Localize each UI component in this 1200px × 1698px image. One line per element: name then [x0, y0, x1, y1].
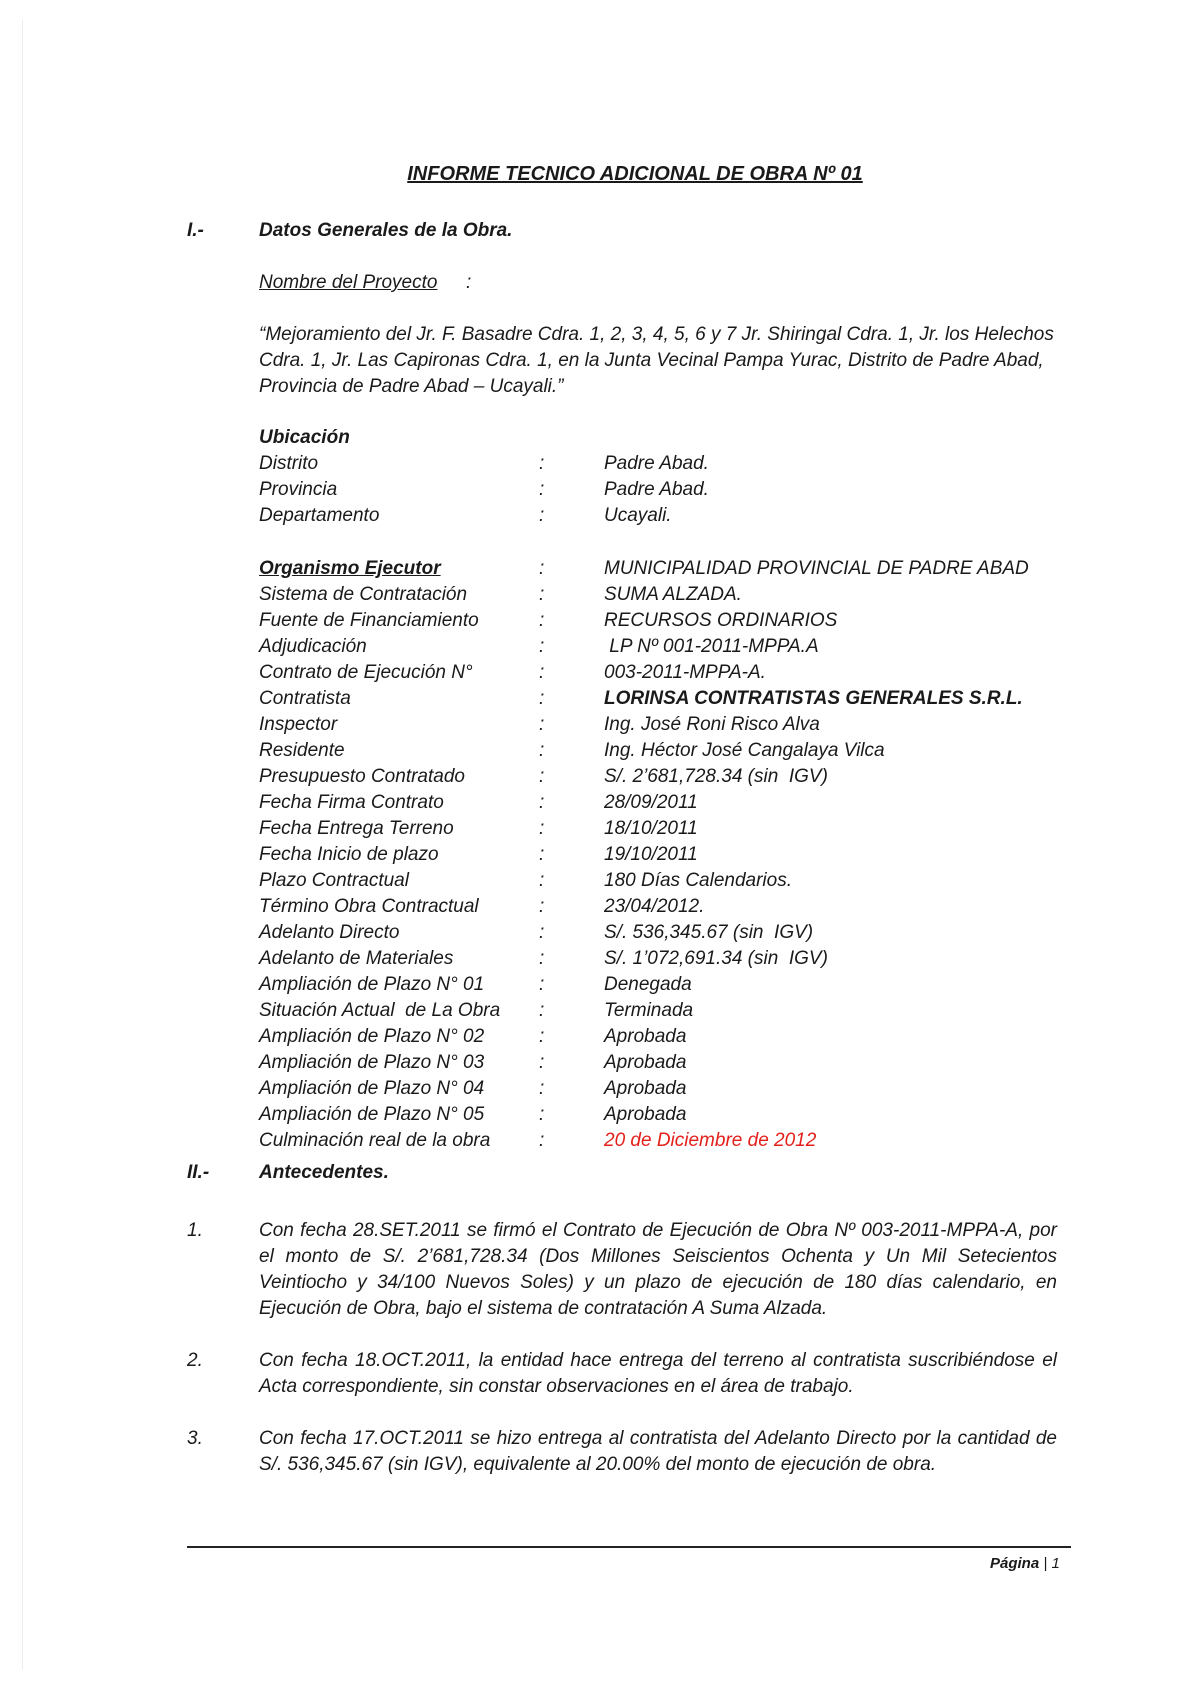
antecedent-text: Con fecha 28.SET.2011 se firmó el Contrato de Ejecución de Obra Nº 003-2011-MPPA-A, por el monto de S/. 2’681,728.34 (Dos Millones Seiscientos Ochenta y Un Mil Setecientos Veintiocho y 34/100 Nuevos Soles) y un plazo de ejecución de 180 días calendario, en Ejecución de Obra, bajo el sistema de contratación A Suma Alzada.	[259, 1220, 1057, 1319]
footer-page-label: Página	[990, 1555, 1040, 1572]
row-colon: :	[539, 584, 545, 605]
row-label: Provincia	[259, 479, 338, 500]
row-label: Ampliación de Plazo N° 02	[259, 1026, 485, 1047]
antecedent-text: Con fecha 18.OCT.2011, la entidad hace entrega del terreno al contratista suscribiéndose el Acta correspondiente, sin constar observaciones en el área de trabajo.	[259, 1350, 1057, 1397]
footer-page-number: 1	[1051, 1555, 1060, 1572]
project-label: Nombre del Proyecto	[259, 272, 438, 293]
row-value: MUNICIPALIDAD PROVINCIAL DE PADRE ABAD	[604, 558, 1029, 579]
row-colon: :	[539, 740, 545, 761]
completion-date-value: 20 de Diciembre de 2012	[604, 1130, 817, 1151]
row-value: 180 Días Calendarios.	[604, 870, 792, 891]
row-label: Residente	[259, 740, 345, 761]
row-colon: :	[539, 1052, 545, 1073]
antecedent-text: Con fecha 17.OCT.2011 se hizo entrega al contratista del Adelanto Directo por la cantidad de S/. 536,345.67 (sin IGV), equivalente al 20.00% del monto de ejecución de obra.	[259, 1428, 1057, 1475]
row-value: Terminada	[604, 1000, 694, 1021]
row-label: Adjudicación	[259, 636, 367, 657]
row-value: LP Nº 001-2011-MPPA.A	[604, 636, 819, 657]
row-value: 003-2011-MPPA-A.	[604, 662, 766, 683]
row-label: Adelanto de Materiales	[259, 948, 454, 969]
row-value: Ing. José Roni Risco Alva	[604, 714, 820, 735]
row-value: LORINSA CONTRATISTAS GENERALES S.R.L.	[604, 688, 1023, 709]
page-edge-line	[22, 20, 23, 1670]
row-colon: :	[539, 922, 545, 943]
row-value: S/. 1’072,691.34 (sin IGV)	[604, 948, 828, 969]
row-colon: :	[539, 1000, 545, 1021]
row-colon: :	[539, 505, 545, 526]
row-value: Aprobada	[604, 1026, 687, 1047]
antecedent-number: 2.	[187, 1350, 203, 1371]
row-label: Contratista	[259, 688, 351, 709]
row-label: Fecha Firma Contrato	[259, 792, 444, 813]
row-value: Aprobada	[604, 1078, 687, 1099]
row-value: Padre Abad.	[604, 479, 709, 500]
row-label: Sistema de Contratación	[259, 584, 468, 605]
row-label: Ampliación de Plazo N° 04	[259, 1078, 485, 1099]
footer-separator: |	[1043, 1555, 1048, 1572]
project-colon: :	[466, 272, 472, 293]
section1-heading: Datos Generales de la Obra.	[259, 220, 513, 241]
row-value: S/. 536,345.67 (sin IGV)	[604, 922, 814, 943]
row-value: Denegada	[604, 974, 692, 995]
row-value: Padre Abad.	[604, 453, 709, 474]
row-colon: :	[539, 870, 545, 891]
row-label: Contrato de Ejecución N°	[259, 662, 473, 683]
row-label: Plazo Contractual	[259, 870, 409, 891]
row-label: Fuente de Financiamiento	[259, 610, 479, 631]
row-value: 19/10/2011	[604, 844, 698, 865]
row-colon: :	[539, 766, 545, 787]
row-colon: :	[539, 453, 545, 474]
row-label: Ampliación de Plazo N° 03	[259, 1052, 485, 1073]
row-colon: :	[539, 714, 545, 735]
row-label: Distrito	[259, 453, 319, 474]
row-value: RECURSOS ORDINARIOS	[604, 610, 838, 631]
row-colon: :	[539, 974, 545, 995]
row-value: 18/10/2011	[604, 818, 698, 839]
footer-rule	[187, 1546, 1071, 1548]
project-name-line-3: Provincia de Padre Abad – Ucayali.”	[259, 376, 564, 397]
row-colon: :	[539, 662, 545, 683]
row-label: Organismo Ejecutor	[259, 558, 441, 579]
section2-number: II.-	[187, 1162, 210, 1183]
section1-number: I.-	[187, 220, 204, 241]
project-name-line-1: “Mejoramiento del Jr. F. Basadre Cdra. 1, 2, 3, 4, 5, 6 y 7 Jr. Shiringal Cdra. 1, Jr. los Helechos	[259, 324, 1054, 345]
section2-heading: Antecedentes.	[259, 1162, 389, 1183]
document-title: INFORME TECNICO ADICIONAL DE OBRA Nº 01	[407, 163, 863, 185]
row-colon: :	[539, 636, 545, 657]
row-colon: :	[539, 896, 545, 917]
row-colon: :	[539, 1026, 545, 1047]
row-label: Inspector	[259, 714, 338, 735]
row-label: Adelanto Directo	[259, 922, 400, 943]
row-colon: :	[539, 558, 545, 579]
project-name-line-2: Cdra. 1, Jr. Las Capironas Cdra. 1, en la Junta Vecinal Pampa Yurac, Distrito de Padre Abad,	[259, 350, 1044, 371]
row-value: Ing. Héctor José Cangalaya Vilca	[604, 740, 885, 761]
row-colon: :	[539, 948, 545, 969]
row-colon: :	[539, 688, 545, 709]
row-value: S/. 2’681,728.34 (sin IGV)	[604, 766, 828, 787]
row-label: Fecha Inicio de plazo	[259, 844, 439, 865]
row-value: Ucayali.	[604, 505, 672, 526]
row-label: Departamento	[259, 505, 380, 526]
row-label: Fecha Entrega Terreno	[259, 818, 454, 839]
row-label: Situación Actual de La Obra	[259, 1000, 501, 1021]
row-value: 23/04/2012.	[604, 896, 705, 917]
row-colon: :	[539, 1130, 545, 1151]
row-colon: :	[539, 610, 545, 631]
location-heading: Ubicación	[259, 427, 350, 448]
row-value: Aprobada	[604, 1104, 687, 1125]
row-label: Ampliación de Plazo N° 05	[259, 1104, 485, 1125]
row-colon: :	[539, 818, 545, 839]
row-label: Culminación real de la obra	[259, 1130, 491, 1151]
antecedent-number: 1.	[187, 1220, 203, 1241]
row-colon: :	[539, 479, 545, 500]
row-value: Aprobada	[604, 1052, 687, 1073]
row-label: Ampliación de Plazo N° 01	[259, 974, 485, 995]
row-value: 28/09/2011	[604, 792, 698, 813]
row-colon: :	[539, 844, 545, 865]
row-colon: :	[539, 792, 545, 813]
row-colon: :	[539, 1078, 545, 1099]
antecedent-number: 3.	[187, 1428, 203, 1449]
row-label: Presupuesto Contratado	[259, 766, 465, 787]
row-label: Término Obra Contractual	[259, 896, 479, 917]
page-footer	[990, 1555, 1060, 1572]
row-colon: :	[539, 1104, 545, 1125]
row-value: SUMA ALZADA.	[604, 584, 742, 605]
